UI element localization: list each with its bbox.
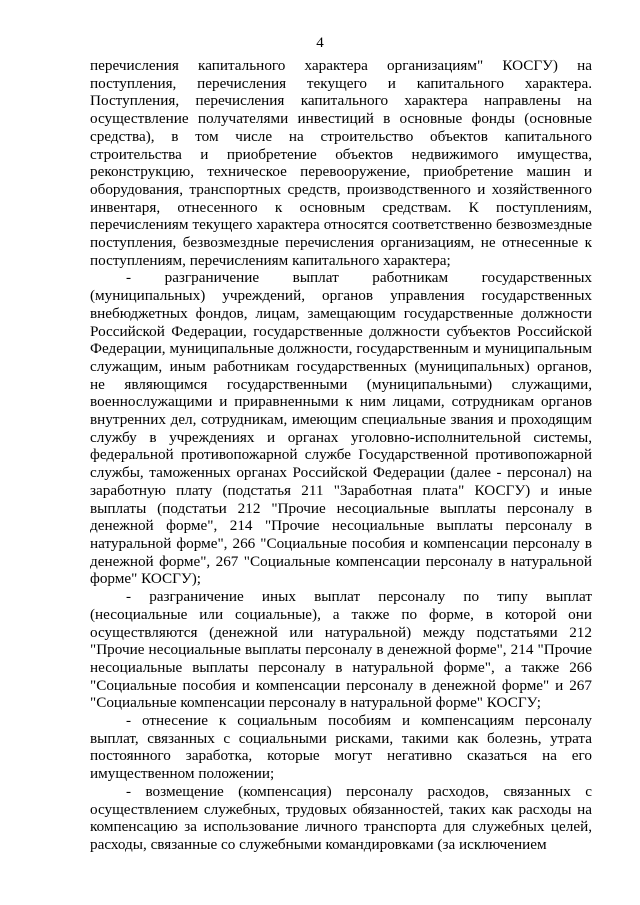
- paragraph-capital-transfers: перечисления капитального характера организациям" КОСГУ) на поступления, перечисления текущего и капитального характера. Поступления, перечисления капитального характера направлены на осуществление получателями инвестиций в основные фонды (основные средства), в том числе на строительство объектов капитального строительства и приобретение объектов недвижимого имущества, реконструкцию, техническое перевооружение, приобретение машин и оборудования, транспортных средств, производственного и хозяйственного инвентаря, отнесенного к основным средствам. К поступлениям, перечислениям текущего характера относятся соответственно безвозмездные поступления, безвозмездные перечисления организациям, не отнесенные к поступлениям, перечислениям капитального характера;: [90, 57, 592, 269]
- paragraph-other-payments: - разграничение иных выплат персоналу по типу выплат (несоциальные или социальные), а также по форме, в которой они осуществляются (денежной или натуральной) между подстатьями 212 "Прочие несоциальные выплаты персоналу в денежной форме", 214 "Прочие несоциальные выплаты персоналу в натуральной форме", а также 266 "Социальные пособия и компенсации персоналу в денежной форме" и 267 "Социальные компенсации персоналу в натуральной форме" КОСГУ;: [90, 588, 592, 712]
- document-body: [90, 57, 592, 854]
- paragraph-social-benefits: - отнесение к социальным пособиям и компенсациям персоналу выплат, связанных с социальными рисками, такими как болезнь, утрата постоянного заработка, которые могут негативно сказаться на его имущественном положении;: [90, 712, 592, 783]
- paragraph-salary-distinction: - разграничение выплат работникам государственных (муниципальных) учреждений, органов управления государственных внебюджетных фондов, лицам, замещающим государственные должности Российской Федерации, государственные должности субъектов Российской Федерации, муниципальные должности, государственным и муниципальным служащим, иным работникам государственных (муниципальных) органов, не являющимся государственными (муниципальными) служащими, военнослужащими и приравненными к ним лицами, сотрудникам органов внутренних дел, сотрудникам, имеющим специальные звания и проходящим службу в учреждениях и органах уголовно-исполнительной системы, федеральной противопожарной службе Государственной противопожарной службы, таможенных органах Российской Федерации (далее - персонал) на заработную плату (подстатья 211 "Заработная плата" КОСГУ) и иные выплаты (подстатьи 212 "Прочие несоциальные выплаты персоналу в денежной форме", 214 "Прочие несоциальные выплаты персоналу в натуральной форме", 266 "Социальные пособия и компенсации персоналу в денежной форме", 267 "Социальные компенсации персоналу в натуральной форме" КОСГУ);: [90, 269, 592, 588]
- paragraph-expense-compensation: - возмещение (компенсация) персоналу расходов, связанных с осуществлением служебных, трудовых обязанностей, таких как расходы на компенсацию за использование личного транспорта для служебных целей, расходы, связанные со служебными командировками (за исключением: [90, 782, 592, 853]
- page-number: 4: [316, 35, 324, 51]
